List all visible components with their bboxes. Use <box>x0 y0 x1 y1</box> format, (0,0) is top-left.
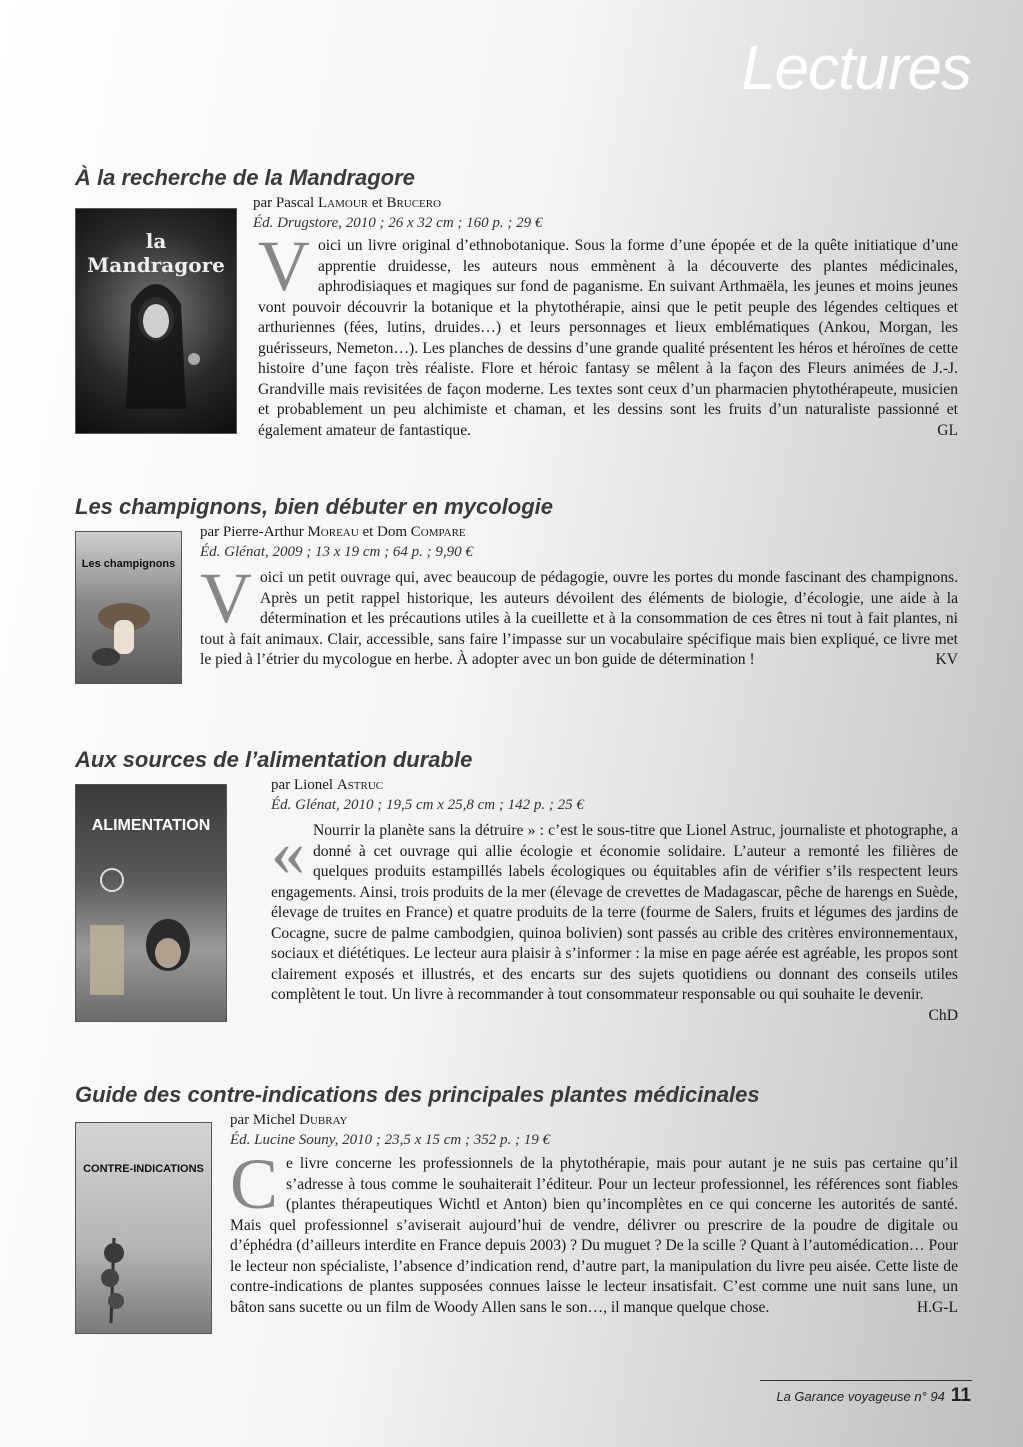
author: par Pascal Lamour et Brucero <box>253 195 442 211</box>
author: par Lionel Astruc <box>271 777 384 793</box>
edition-info: Éd. Drugstore, 2010 ; 26 x 32 cm ; 160 p. ; 29 € <box>253 215 543 231</box>
cover-title: la Mandragore <box>87 229 225 277</box>
dropcap: V <box>258 226 310 306</box>
review-contre-indications <box>75 1082 958 1175</box>
review-title: À la recherche de la Mandragore <box>75 165 415 190</box>
review-4-text <box>75 1144 958 1332</box>
author: par Pierre-Arthur Moreau et Dom Compare <box>200 524 466 540</box>
review-content <box>253 193 958 233</box>
cover-title: CONTRE-INDICATIONS <box>83 1163 204 1175</box>
review-content <box>271 775 958 815</box>
review-1-text <box>75 226 958 441</box>
review-title: Guide des contre-indications des principales plantes médicinales <box>75 1082 760 1107</box>
magazine-name: La Garance voyageuse n° 94 <box>776 1389 945 1404</box>
reviewer-initials: ChD <box>928 1006 958 1024</box>
review-alimentation <box>75 747 958 834</box>
review-title: Aux sources de l’alimentation durable <box>75 747 473 772</box>
dropcap: « <box>271 814 305 890</box>
footer-rule <box>760 1380 972 1381</box>
author: par Michel Dubray <box>230 1112 348 1128</box>
reviewer-initials: KV <box>935 651 958 668</box>
review-mandragore <box>75 165 958 277</box>
dropcap: C <box>230 1144 279 1224</box>
footer <box>776 1385 971 1407</box>
reviewer-initials: H.G-L <box>916 1298 958 1316</box>
cover-title: ALIMENTATION <box>91 817 211 834</box>
edition-info: Éd. Glénat, 2010 ; 19,5 cm x 25,8 cm ; 142 p. ; 25 € <box>271 797 584 813</box>
review-champignons <box>75 494 958 570</box>
cover-title: Les champignons <box>81 558 176 570</box>
section-title: Lectures <box>741 34 971 103</box>
reviewer-initials: GL <box>937 421 958 439</box>
review-content <box>230 1110 958 1150</box>
edition-info: Éd. Lucine Souny, 2010 ; 23,5 x 15 cm ; 352 p. ; 19 € <box>230 1132 550 1148</box>
review-title: Les champignons, bien débuter en mycologie <box>75 494 553 519</box>
review-body: oici un petit ouvrage qui, avec beaucoup de pédagogie, ouvre les portes du monde fascinant des champignons. Après un petit rappel historique, les auteurs dévoilent des éléments de biologie, d’écologie, une aide à la détermination et les précautions utiles à la cueillette et à la consommation de ces êtres ni tout à fait plantes, ni tout à fait animaux. Clair, accessible, sans faire l’impasse sur un vocabulaire spécifique mais bien expliqué, ce livre met le pied à l’étrier du mycologue en herbe. À adopter avec un bon guide de détermination ! <box>200 569 958 668</box>
edition-info: Éd. Glénat, 2009 ; 13 x 19 cm ; 64 p. ; 9,90 € <box>200 544 473 560</box>
review-body: Nourrir la planète sans la détruire » : c’est le sous-titre que Lionel Astruc, journaliste et photographe, a donné à cet ouvrage qui allie écologie et économie solidaire. L’auteur a remonté les filières de quelques produits estampillés labels écologiques ou équitables afin de vérifier s’ils respectent leurs engagements. Ainsi, trois produits de la mer (élevage de crevettes de Madagascar, pêche de harengs en Suède, élevage de truites en France) et quatre produits de la terre (fourme de Salers, fruits et légumes des jardins de Cocagne, sucre de palme cambodgien, quinoa bolivien) sont passés au crible des critères environnementaux, sociaux et diététiques. Le lecteur aura plaisir à s’informer : la mise en page aérée est agréable, les propos sont clairement exposés et illustrés, et des encarts sur des sujets quotidiens ou donnant des conseils utiles complètent le tout. Un livre à recommander à tout consommateur responsable ou qui souhaite le devenir. <box>271 822 958 1003</box>
review-body: e livre concerne les professionnels de la phytothérapie, mais pour autant je ne suis pas certaine qu’il s’adresse à tous comme le souhaiterait l’éditeur. Pour un lecteur professionnel, les références sont fiables (plantes thérapeutiques Wichtl et Anton) bien qu’incomplètes en ce qui concerne les autorités de santé. Mais quel professionnel s’aviserait aujourd’hui de vendre, délivrer ou prescrire de la poudre de digitale ou d’éphédra (d’ailleurs interdite en France depuis 2003) ? Du muguet ? De la scille ? Quant à l’automédication… Pour le lecteur non spécialiste, l’absence d’indication rend, d’autre part, la manipulation du livre peu aisée. Cette liste de contre-indications de plantes supposées connues laisse le lecteur insatisfait. C’est comme une nuit sans lune, un bâton sans sucette ou un film de Woody Allen sans le son…, il manque quelque chose. <box>230 1155 958 1316</box>
review-body: oici un livre original d’ethnobotanique. Sous la forme d’une épopée et de la quête initiatique d’une apprentie druidesse, les auteurs nous emmènent à la découverte des plantes médicinales, aphrodisiaques et magiques sur fond de paganisme. En suivant Arthmaëla, les jeunes et moins jeunes vont pouvoir découvrir la botanique et la phytothérapie, ainsi que le petit peuple des légendes celtiques et arthuriennes (fées, lutins, druides…) et leurs personnages et lieux emblématiques (Ankou, Morgan, les guérisseurs, Nemeton…). Les planches de dessins d’une grande qualité présentent les héros et héroïnes de cette histoire d’une façon très réaliste. Flore et héroic fantasy se mêlent à la façon des Fleurs animées de J.-J. Grandville mais revisitées de façon moderne. Les textes sont ceux d’un pharmacien phytothérapeute, musicien et probablement un peu alchimiste et chaman, et les dessins sont les fruits d’un naturaliste passionné et également amateur de fantastique. <box>258 237 958 439</box>
review-content <box>200 522 958 562</box>
page-number: 11 <box>950 1385 971 1406</box>
dropcap: V <box>200 558 252 638</box>
review-3-text <box>75 814 958 1026</box>
